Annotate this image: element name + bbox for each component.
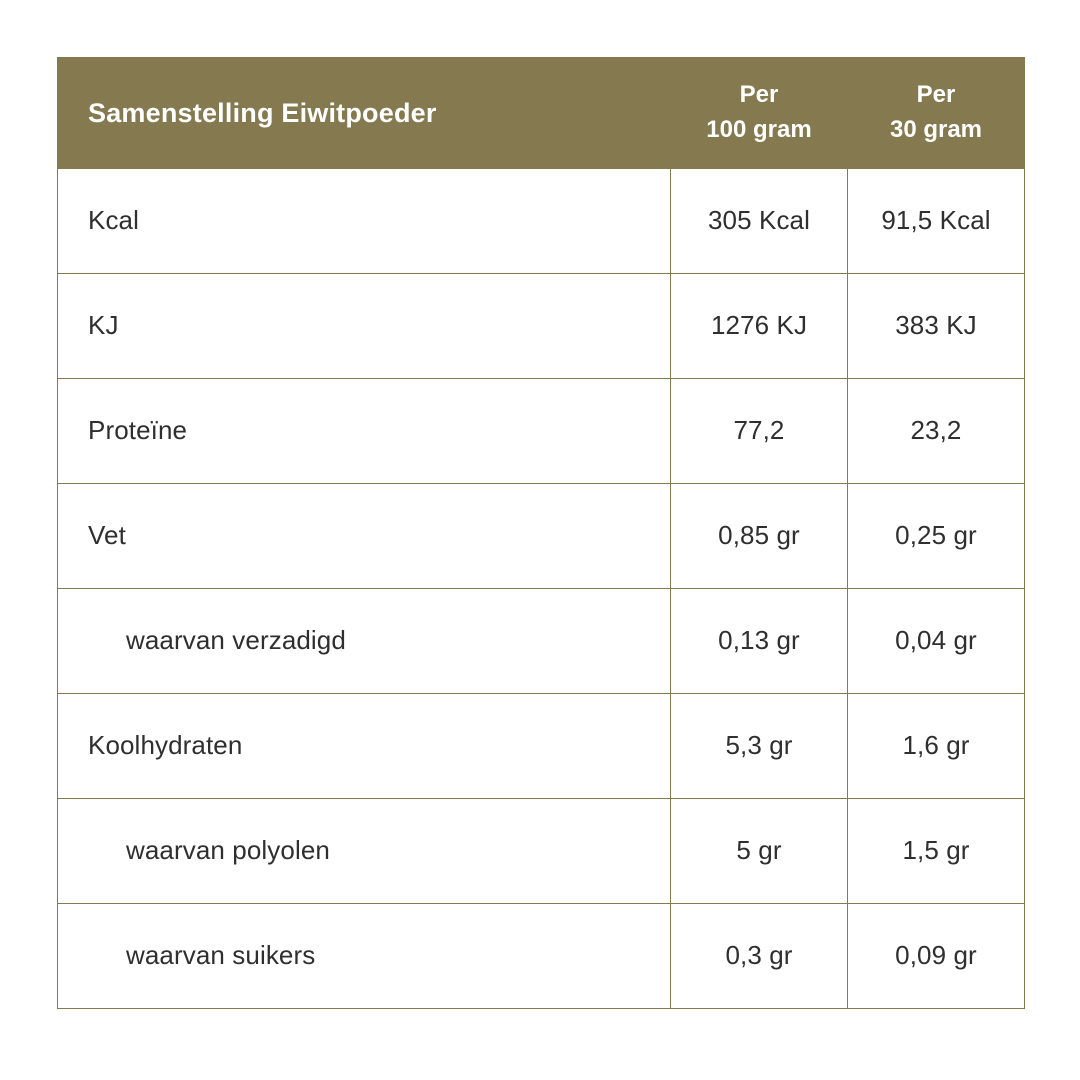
table-row <box>58 693 1025 798</box>
row-value-kj-per-30: 383 KJ <box>848 273 1025 378</box>
row-value-proteine-per-30: 23,2 <box>848 378 1025 483</box>
table-row <box>58 168 1025 273</box>
row-value-waarvan-polyolen-per-100: 5 gr <box>671 798 848 903</box>
row-label-koolhydraten: Koolhydraten <box>58 693 671 798</box>
row-value-waarvan-suikers-per-100: 0,3 gr <box>671 903 848 1008</box>
column-header-per-30-gram-line2: 30 gram <box>889 115 983 143</box>
column-header-per-30-gram <box>848 58 1025 169</box>
table-body <box>58 168 1025 1008</box>
row-value-waarvan-polyolen-per-30: 1,5 gr <box>848 798 1025 903</box>
row-value-kj-per-100: 1276 KJ <box>671 273 848 378</box>
column-header-per-100-gram-line2: 100 gram <box>706 115 812 143</box>
row-label-waarvan-polyolen: waarvan polyolen <box>58 798 671 903</box>
row-value-waarvan-verzadigd-per-30: 0,04 gr <box>848 588 1025 693</box>
table-row <box>58 588 1025 693</box>
row-value-proteine-per-100: 77,2 <box>671 378 848 483</box>
column-header-per-100-gram-line1: Per <box>739 81 779 108</box>
table-row <box>58 798 1025 903</box>
row-label-waarvan-verzadigd: waarvan verzadigd <box>58 588 671 693</box>
table-header <box>58 58 1025 169</box>
row-value-waarvan-verzadigd-per-100: 0,13 gr <box>671 588 848 693</box>
table-row <box>58 483 1025 588</box>
row-label-vet: Vet <box>58 483 671 588</box>
table-title: Samenstelling Eiwitpoeder <box>58 58 671 169</box>
table-row <box>58 903 1025 1008</box>
row-label-kj: KJ <box>58 273 671 378</box>
row-value-kcal-per-100: 305 Kcal <box>671 168 848 273</box>
nutrition-table <box>57 57 1025 1009</box>
row-value-vet-per-30: 0,25 gr <box>848 483 1025 588</box>
nutrition-table-container <box>57 57 1024 1009</box>
table-row <box>58 273 1025 378</box>
table-row <box>58 378 1025 483</box>
row-value-vet-per-100: 0,85 gr <box>671 483 848 588</box>
row-value-waarvan-suikers-per-30: 0,09 gr <box>848 903 1025 1008</box>
column-header-per-100-gram <box>671 58 848 169</box>
row-label-proteine: Proteïne <box>58 378 671 483</box>
row-value-koolhydraten-per-100: 5,3 gr <box>671 693 848 798</box>
column-header-per-30-gram-line1: Per <box>916 81 956 108</box>
table-header-row <box>58 58 1025 169</box>
row-value-koolhydraten-per-30: 1,6 gr <box>848 693 1025 798</box>
row-value-kcal-per-30: 91,5 Kcal <box>848 168 1025 273</box>
row-label-waarvan-suikers: waarvan suikers <box>58 903 671 1008</box>
row-label-kcal: Kcal <box>58 168 671 273</box>
